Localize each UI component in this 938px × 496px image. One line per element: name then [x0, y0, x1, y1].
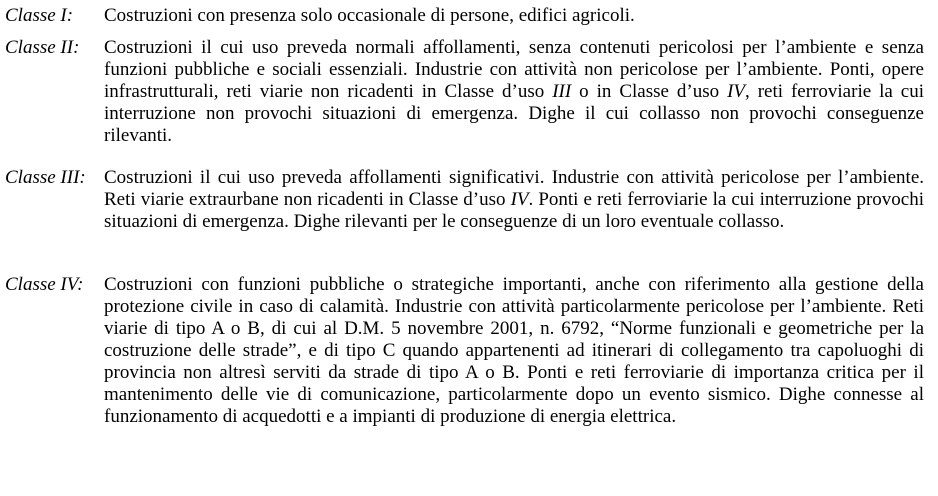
class-description: Costruzioni il cui uso preveda affollamenti significativi. Industrie con attività pericolose per l’ambiente. Reti viarie extraurbane non ricadenti in Classe d’uso IV. Ponti e reti ferroviarie la cui interruzione provochi situazioni di emergenza. Dighe rilevanti per le conseguenze di un loro eventuale collasso. — [104, 167, 925, 232]
class-label: Classe IV: — [5, 274, 84, 295]
class-description: Costruzioni il cui uso preveda normali affollamenti, senza contenuti pericolosi per l’ambiente e senza funzioni pubbliche e sociali essenziali. Industrie con attività non pericolose per l’ambiente. Ponti, opere infrastrutturali, reti viarie non ricadenti in Classe d’uso III o in Classe d’uso IV, reti ferroviarie la cui interruzione non provochi situazioni di emergenza. Dighe il cui collasso non provochi conseguenze rilevanti. — [104, 37, 924, 146]
class-label: Classe I: — [5, 5, 74, 26]
class-description: Costruzioni con presenza solo occasionale di persone, edifici agricoli. — [104, 5, 635, 26]
class-description: Costruzioni con funzioni pubbliche o strategiche importanti, anche con riferimento alla gestione della protezione civile in caso di calamità. Industrie con attività particolarmente pericolose per l’ambiente. Reti viarie di tipo A o B, di cui al D.M. 5 novembre 2001, n. 6792, “Norme funzionali e geometriche per la costruzione delle strade”, e di tipo C quando appartenenti ad itinerari di collegamento tra capoluoghi di provincia non altresì serviti da strade di tipo A o B. Ponti e reti ferroviarie di importanza critica per il mantenimento delle vie di comunicazione, particolarmente dopo un evento sismico. Dighe connesse al funzionamento di acquedotti e a impianti di produzione di energia elettrica. — [104, 274, 924, 427]
class-label: Classe II: — [5, 37, 80, 58]
class-label: Classe III: — [5, 167, 86, 188]
